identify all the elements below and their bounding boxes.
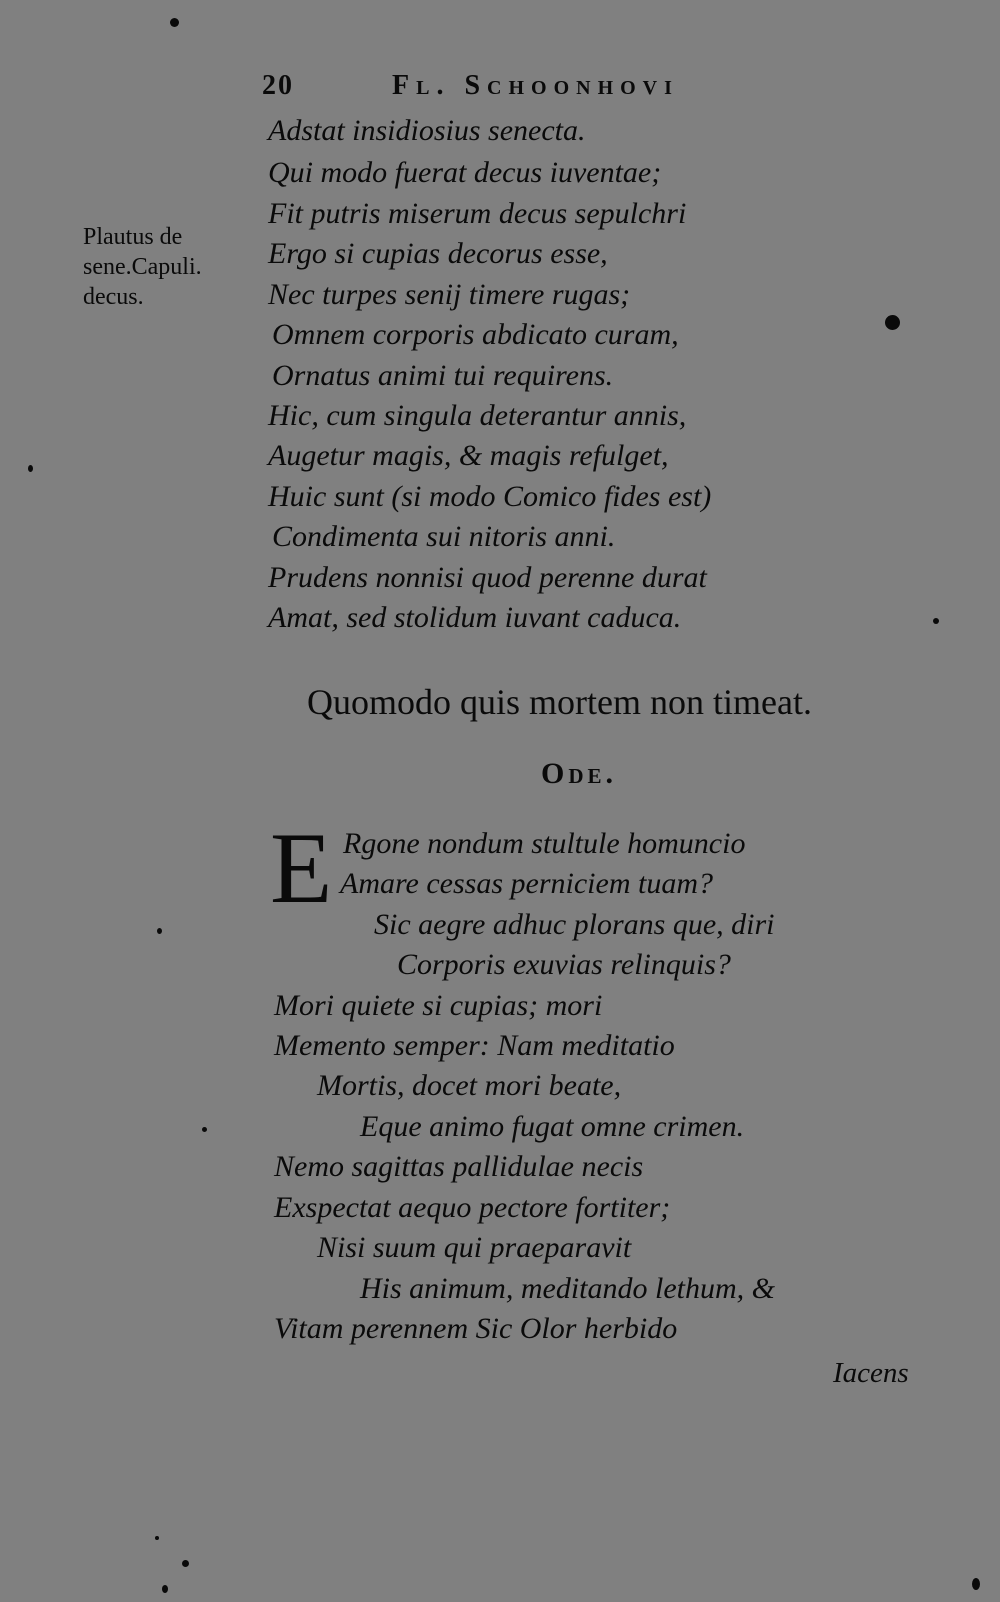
- ink-speck: [885, 315, 900, 330]
- margin-note: [83, 222, 253, 312]
- ode-line: Nemo sagittas pallidulae necis: [274, 1150, 644, 1183]
- ode-line: Mortis, docet mori beate,: [317, 1069, 622, 1102]
- ink-speck: [155, 1536, 159, 1540]
- ink-speck: [162, 1585, 168, 1593]
- poem-line: Ornatus animi tui requirens.: [272, 359, 614, 392]
- page-number: 20: [262, 70, 294, 101]
- ode-line: Nisi suum qui praeparavit: [317, 1231, 632, 1264]
- ode-line: Exspectat aequo pectore fortiter;: [274, 1191, 671, 1224]
- ink-speck: [28, 465, 33, 472]
- poem-line: Adstat insidiosius senecta.: [268, 114, 586, 147]
- poem-line: Qui modo fuerat decus iuventae;: [268, 156, 662, 189]
- poem-line: Nec turpes senij timere rugas;: [268, 278, 631, 311]
- ode-line: Sic aegre adhuc plorans que, diri: [374, 908, 775, 941]
- margin-note-line: decus.: [83, 284, 144, 310]
- ink-speck: [202, 1127, 207, 1132]
- section-heading: Quomodo quis mortem non timeat.: [307, 682, 812, 722]
- ode-line: Eque animo fugat omne crimen.: [360, 1110, 745, 1143]
- ink-speck: [157, 928, 162, 934]
- running-title: Fl. Schoonhovi: [392, 70, 679, 101]
- ink-speck: [182, 1560, 189, 1567]
- catchword: Iacens: [833, 1357, 909, 1389]
- margin-note-line: sene.Capuli.: [83, 254, 202, 280]
- ink-speck: [933, 618, 939, 624]
- poem-line: Huic sunt (si modo Comico fides est): [268, 480, 712, 513]
- ode-line: Rgone nondum stultule homuncio: [343, 827, 746, 860]
- ode-line: Vitam perennem Sic Olor herbido: [274, 1312, 678, 1345]
- ink-speck: [972, 1578, 980, 1590]
- ink-speck: [170, 18, 179, 27]
- poem-line: Omnem corporis abdicato curam,: [272, 318, 679, 351]
- poem-line: Prudens nonnisi quod perenne durat: [268, 561, 707, 594]
- poem-line: Ergo si cupias decorus esse,: [268, 237, 608, 270]
- margin-note-line: Plautus de: [83, 224, 183, 250]
- page-header: [262, 70, 802, 110]
- poem-line: Condimenta sui nitoris anni.: [272, 520, 616, 553]
- poem-line: Amat, sed stolidum iuvant caduca.: [268, 601, 682, 634]
- ode-line: His animum, meditando lethum, &: [360, 1272, 775, 1305]
- ode-line: Memento semper: Nam meditatio: [274, 1029, 675, 1062]
- drop-cap: E: [270, 812, 333, 925]
- ode-line: Corporis exuvias relinquis?: [397, 948, 731, 981]
- poem-line: Hic, cum singula deterantur annis,: [268, 399, 687, 432]
- poem-line: Augetur magis, & magis refulget,: [268, 439, 669, 472]
- poem-line: Fit putris miserum decus sepulchri: [268, 197, 687, 230]
- ode-line: Mori quiete si cupias; mori: [274, 989, 603, 1022]
- ode-line: Amare cessas perniciem tuam?: [340, 867, 713, 900]
- ode-label: Ode.: [541, 757, 618, 790]
